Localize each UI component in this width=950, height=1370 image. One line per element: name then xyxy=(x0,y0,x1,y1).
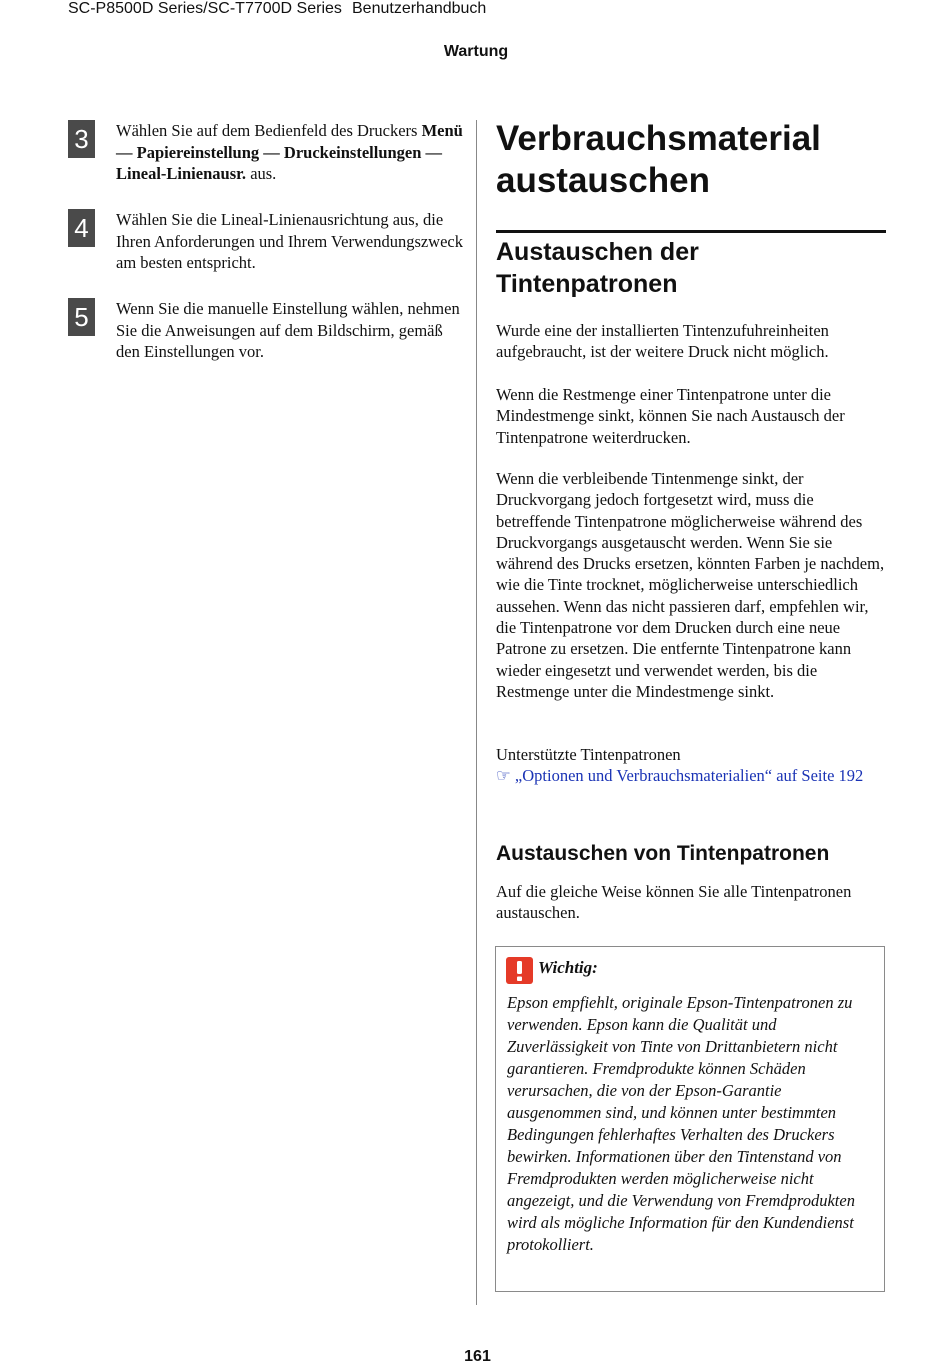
step-number-badge: 4 xyxy=(68,209,95,247)
heading-3: Austauschen von Tintenpatronen xyxy=(496,842,830,865)
paragraph: Auf die gleiche Weise können Sie alle Tintenpatronen austauschen. xyxy=(496,882,852,923)
step-number-badge: 3 xyxy=(68,120,95,158)
heading-rule xyxy=(496,230,886,233)
step-text-part: aus. xyxy=(246,164,277,183)
section-title: Wartung xyxy=(443,43,509,60)
document-manual-title: Benutzerhandbuch xyxy=(352,0,487,17)
step-text: Wenn Sie die manuelle Einstellung wählen, nehmen Sie die Anweisungen auf dem Bildschirm, gemäß den Einstellungen vor. xyxy=(116,299,460,361)
supported-cartridges-label: Unterstützte Tintenpatronen xyxy=(496,745,681,764)
step-text xyxy=(116,120,466,185)
menu-path: Menü — Papiereinstellung — Druckeinstellungen — Lineal-Linienausr. xyxy=(116,121,463,183)
heading-1: Verbrauchsmaterial austauschen xyxy=(496,119,821,200)
supported-cartridges-block xyxy=(496,744,891,787)
warning-icon xyxy=(506,957,533,984)
heading-2: Austauschen der Tintenpatronen xyxy=(496,238,699,298)
note-title: Wichtig: xyxy=(538,958,598,977)
paragraph: Wenn die verbleibende Tintenmenge sinkt, der Druckvorgang jedoch fortgesetzt wird, muss die betreffende Tintenpatrone möglicherweise während des Druckvorgangs ausgetauscht werden. Wenn Sie sie während des Drucks ersetzen, könnten Farben je nachdem, wie die Tinte trocknet, möglicherweise unterschiedlich aussehen. Wenn das nicht passieren darf, empfehlen wir, die Tintenpatrone vor dem Drucken durch eine neue Patrone zu ersetzen. Die entfernte Tintenpatrone kann wieder eingesetzt und verwendet werden, bis die Restmenge unter die Mindestmenge sinkt. xyxy=(496,469,885,701)
options-link[interactable] xyxy=(496,766,863,785)
page-number: 161 xyxy=(464,1348,491,1365)
pointing-hand-icon: ☞ xyxy=(496,766,511,786)
step-text-part: Wählen Sie auf dem Bedienfeld des Druckers xyxy=(116,121,422,140)
step-number-badge: 5 xyxy=(68,298,95,336)
document-series-title: SC-P8500D Series/SC-T7700D Series xyxy=(68,0,342,17)
paragraph: Wurde eine der installierten Tintenzufuhreinheiten aufgebraucht, ist der weitere Druck nicht möglich. xyxy=(496,321,829,362)
important-note xyxy=(495,946,885,1292)
paragraph: Wenn die Restmenge einer Tintenpatrone unter die Mindestmenge sinkt, können Sie nach Austausch der Tintenpatrone weiterdrucken. xyxy=(496,385,845,447)
step-text: Wählen Sie die Lineal-Linienausrichtung aus, die Ihren Anforderungen und Ihrem Verwendungszweck am besten entspricht. xyxy=(116,210,463,272)
link-text: „Optionen und Verbrauchsmaterialien“ auf Seite 192 xyxy=(514,766,864,786)
column-divider xyxy=(476,120,477,1305)
note-body: Epson empfiehlt, originale Epson-Tintenpatronen zu verwenden. Epson kann die Qualität und Zuverlässigkeit von Tinte von Drittanbietern nicht garantieren. Fremdprodukte können Schäden verursachen, die von der Epson-Garantie ausgenommen sind, und können unter bestimmten Bedingungen fehlerhaftes Verhalten des Druckers bewirken. Informationen über den Tintenstand von Fremdprodukten werden möglicherweise nicht angezeigt, und die Verwendung von Fremdprodukten wird als mögliche Information für den Kundendienst protokolliert. xyxy=(507,993,855,1254)
